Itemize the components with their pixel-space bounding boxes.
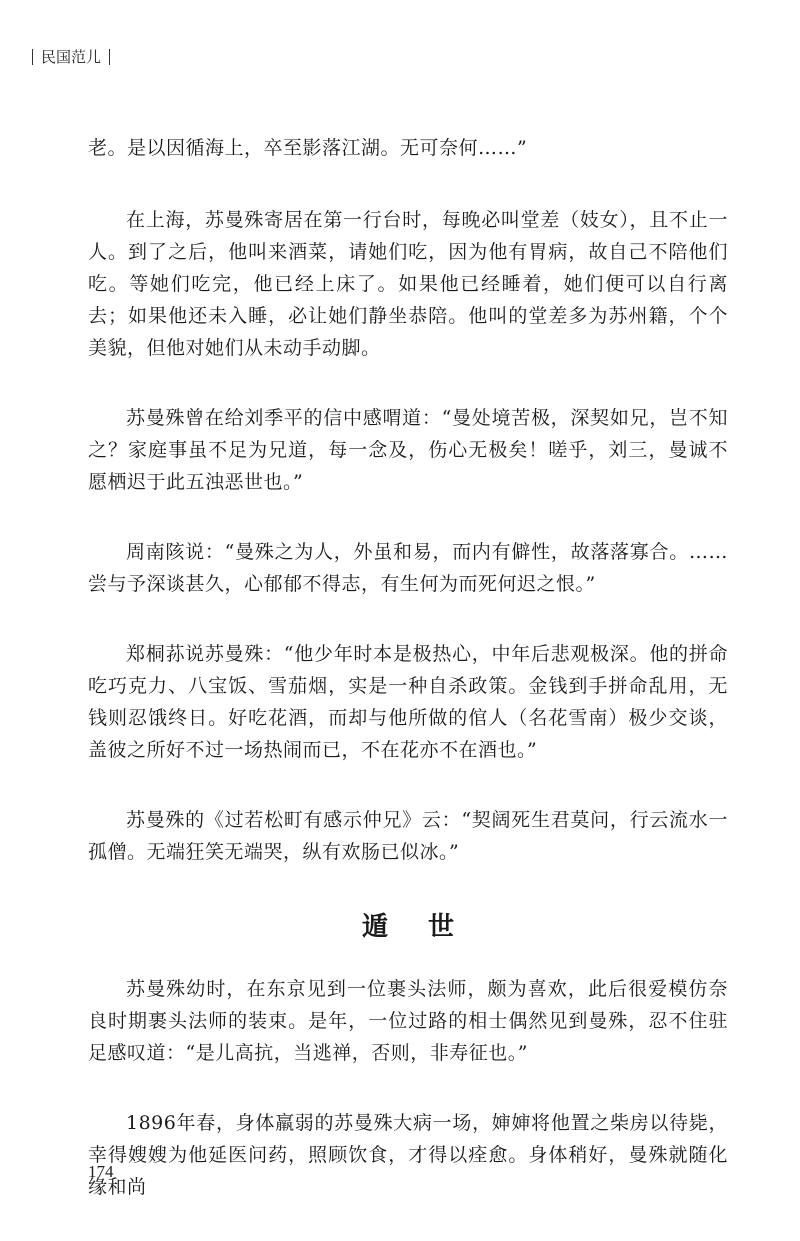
paragraph-continuation: 老。是以因循海上，卒至影落江湖。无可奈何……” <box>88 137 528 159</box>
header-left-rule <box>32 49 33 65</box>
page-body <box>88 132 728 1241</box>
section-paragraph-1896: 1896年春，身体羸弱的苏曼殊大病一场，婶婶将他置之柴房以待毙，幸得嫂嫂为他延医问药，照顾饮食，才得以痊愈。身体稍好，曼殊就随化缘和尚 <box>88 1112 728 1198</box>
section-title: 遁世 <box>361 912 494 942</box>
running-header <box>32 46 110 67</box>
running-title: 民国范儿 <box>41 48 102 66</box>
page-number: 174 <box>88 1162 114 1181</box>
paragraph-letter-liu: 苏曼殊曾在给刘季平的信中感喟道：“曼处境苦极，深契如兄，岂不知之？家庭事虽不足为兄道，每一念及，伤心无极矣！嗟乎，刘三，曼诚不愿栖迟于此五浊恶世也。” <box>88 407 728 493</box>
paragraph-shanghai: 在上海，苏曼殊寄居在第一行台时，每晚必叫堂差（妓女），且不止一人。到了之后，他叫来酒菜，请她们吃，因为他有胃病，故自己不陪他们吃。等她们吃完，他已经上床了。如果他已经睡着，她们便可以自行离去；如果他还未入睡，必让她们静坐恭陪。他叫的堂差多为苏州籍，个个美貌，但他对她们从未动手动脚。 <box>88 209 728 359</box>
section-paragraph-childhood: 苏曼殊幼时，在东京见到一位裹头法师，颇为喜欢，此后很爱模仿奈良时期裹头法师的装束。是年，一位过路的相士偶然见到曼殊，忍不住驻足感叹道：“是儿高抗，当逃禅，否则，非寿征也。” <box>88 978 728 1064</box>
paragraph-zheng-tongsun: 郑桐荪说苏曼殊：“他少年时本是极热心，中年后悲观极深。他的拼命吃巧克力、八宝饭、雪茄烟，实是一种自杀政策。金钱到手拼命乱用，无钱则忍饿终日。好吃花酒，而却与他所做的倌人（名花雪南）极少交谈，盖彼之所好不过一场热闹而已，不在花亦不在酒也。” <box>88 643 728 761</box>
header-right-rule <box>109 49 110 65</box>
paragraph-poem: 苏曼殊的《过若松町有感示仲兄》云：“契阔死生君莫问，行云流水一孤僧。无端狂笑无端哭，纵有欢肠已似冰。” <box>88 809 728 863</box>
paragraph-zhou-nangai: 周南陔说：“曼殊之为人，外虽和易，而内有僻性，故落落寡合。……尝与予深谈甚久，心郁郁不得志，有生何为而死何迟之恨。” <box>88 541 728 595</box>
